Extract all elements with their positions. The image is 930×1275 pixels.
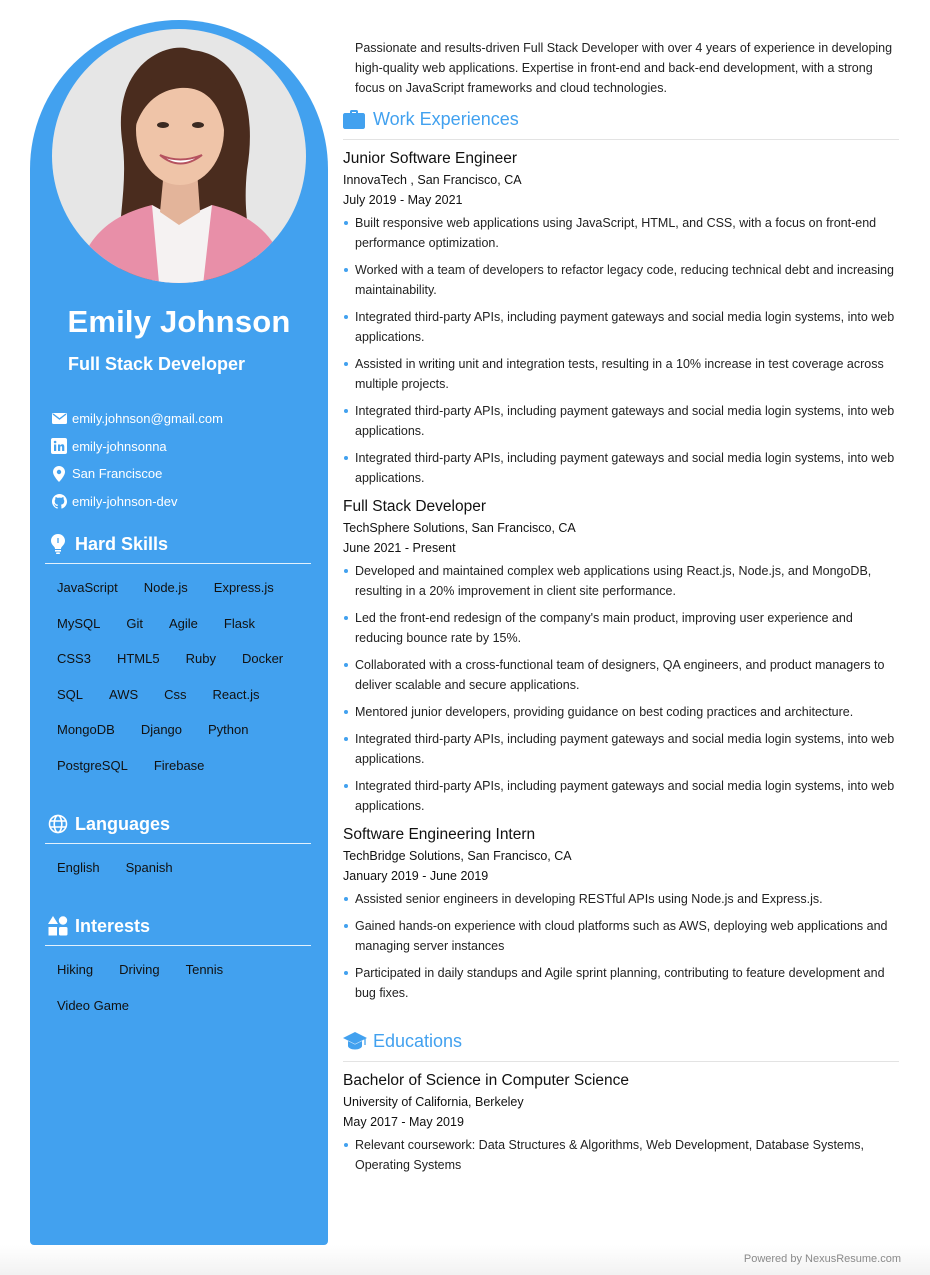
skill-tag: CSS3 — [57, 651, 91, 666]
degree-title: Bachelor of Science in Computer Science — [343, 1072, 630, 1089]
location-pin-icon — [50, 466, 68, 482]
powered-by-link[interactable]: Powered by NexusResume.com — [743, 1253, 901, 1265]
language-tag: Spanish — [125, 860, 173, 875]
job-date: July 2019 - May 2021 — [343, 193, 463, 207]
education-bullets — [343, 1135, 899, 1175]
profile-summary: Passionate and results-driven Full Stack Developer with over 4 years of experience in developing high-quality web applications. Expertise in front-end and back-end development, with a strong focus on JavaScript frameworks and cloud technologies. — [355, 41, 893, 95]
contact-email[interactable] — [50, 405, 320, 433]
skill-tag: Ruby — [185, 651, 216, 666]
school-name: University of California, Berkeley — [343, 1095, 524, 1109]
education-heading — [343, 1030, 899, 1062]
contact-list — [50, 405, 320, 515]
work-title: Work Experiences — [373, 108, 519, 129]
lightbulb-icon — [45, 533, 71, 555]
profile-name: Emily Johnson — [67, 304, 291, 339]
bullet-item: Integrated third-party APIs, including payment gateways and social media login systems, into web applications. — [343, 729, 899, 769]
bullet-item: Collaborated with a cross-functional team of designers, QA engineers, and product managers to deliver scalable and secure applications. — [343, 655, 899, 695]
profile-role: Full Stack Developer — [68, 354, 246, 374]
skill-tag: Css — [164, 686, 187, 702]
contact-linkedin[interactable] — [50, 433, 320, 461]
skill-tag: Node.js — [143, 580, 188, 595]
bullet-item: Integrated third-party APIs, including payment gateways and social media login systems, into web applications. — [343, 401, 899, 441]
shapes-icon — [45, 915, 71, 937]
skill-tag: Git — [126, 615, 143, 631]
bullet-item: Gained hands-on experience with cloud platforms such as AWS, deploying web applications and managing server instances — [343, 916, 899, 956]
education-date: May 2017 - May 2019 — [343, 1115, 464, 1129]
bullet-item: Relevant coursework: Data Structures & Algorithms, Web Development, Database Systems, Operating Systems — [343, 1135, 899, 1175]
skill-tag: PostgreSQL — [57, 757, 128, 773]
job-entry — [343, 496, 899, 816]
interest-tag: Driving — [119, 962, 160, 977]
bullet-item: Built responsive web applications using JavaScript, HTML, and CSS, with a focus on front-end performance optimization. — [343, 213, 899, 253]
job-date: January 2019 - June 2019 — [343, 869, 489, 883]
interest-tag: Tennis — [185, 962, 224, 977]
profile-photo — [52, 20, 306, 294]
bullet-item: Participated in daily standups and Agile sprint planning, contributing to feature development and bug fixes. — [343, 963, 899, 1003]
bullet-item: Mentored junior developers, providing guidance on best coding practices and architecture. — [343, 702, 899, 722]
contact-location-text: San Franciscoe — [72, 466, 163, 482]
languages-title: Languages — [75, 813, 171, 834]
interest-tag: Video Game — [57, 997, 130, 1013]
job-company: TechBridge Solutions, San Francisco, CA — [343, 849, 572, 863]
envelope-icon — [50, 411, 68, 427]
bullet-item: Led the front-end redesign of the company's main product, improving user experience and reducing bounce rate by 15%. — [343, 608, 899, 648]
interests-section — [45, 915, 311, 1029]
job-date: June 2021 - Present — [343, 541, 456, 555]
contact-email-text: emily.johnson@gmail.com — [72, 411, 223, 427]
skill-tag: HTML5 — [116, 651, 160, 666]
skill-tag: Flask — [223, 615, 255, 631]
skill-tag: Python — [208, 722, 249, 737]
hard-skills-heading — [45, 533, 311, 564]
contact-location — [50, 460, 320, 488]
skill-tags — [45, 564, 311, 789]
job-company: TechSphere Solutions, San Francisco, CA — [343, 521, 576, 535]
bullet-item: Worked with a team of developers to refactor legacy code, reducing technical debt and increasing maintainability. — [343, 260, 899, 300]
interests-heading — [45, 915, 311, 946]
languages-heading — [45, 813, 311, 844]
contact-linkedin-text: emily-johnsonna — [72, 438, 167, 454]
skill-tag: Django — [140, 722, 183, 737]
skill-tag: Firebase — [153, 757, 205, 773]
job-company: InnovaTech , San Francisco, CA — [343, 173, 522, 187]
job-title: Software Engineering Intern — [343, 826, 536, 843]
interest-tag: Hiking — [57, 962, 94, 977]
skill-tag: MySQL — [57, 615, 101, 631]
education-title: Educations — [373, 1030, 463, 1051]
bullet-item: Integrated third-party APIs, including payment gateways and social media login systems, into web applications. — [343, 448, 899, 488]
skill-tag: AWS — [109, 686, 139, 702]
skill-tag: JavaScript — [57, 580, 118, 595]
skill-tag: SQL — [57, 686, 84, 702]
main-content — [343, 38, 899, 1182]
bullet-item: Integrated third-party APIs, including payment gateways and social media login systems, into web applications. — [343, 776, 899, 816]
contact-github[interactable] — [50, 488, 320, 516]
work-heading — [343, 108, 899, 140]
briefcase-icon — [343, 108, 367, 130]
education-entry — [343, 1070, 899, 1175]
job-bullets — [343, 561, 899, 816]
bullet-item: Assisted senior engineers in developing RESTful APIs using Node.js and Express.js. — [343, 889, 899, 909]
contact-github-text: emily-johnson-dev — [72, 493, 178, 509]
bullet-item: Assisted in writing unit and integration tests, resulting in a 10% increase in test coverage across multiple projects. — [343, 354, 899, 394]
bullet-item: Integrated third-party APIs, including payment gateways and social media login systems, into web applications. — [343, 307, 899, 347]
languages-section — [45, 813, 311, 892]
job-title: Junior Software Engineer — [343, 150, 518, 167]
job-entry — [343, 824, 899, 1003]
globe-icon — [45, 813, 71, 835]
job-title: Full Stack Developer — [343, 498, 487, 515]
skill-tag: Agile — [168, 615, 198, 631]
skill-tag: Docker — [241, 651, 284, 666]
linkedin-icon — [50, 438, 68, 454]
sidebar — [30, 20, 328, 1245]
language-tags — [45, 844, 311, 892]
education-list — [343, 1070, 899, 1175]
interest-tags — [45, 946, 311, 1029]
language-tag: English — [57, 860, 100, 875]
bullet-item: Developed and maintained complex web applications using React.js, Node.js, and MongoDB, resulting in a 20% improvement in client site performance. — [343, 561, 899, 601]
skill-tag: Express.js — [213, 580, 274, 595]
job-entry — [343, 148, 899, 488]
hard-skills-section — [45, 533, 311, 789]
skill-tag: React.js — [212, 686, 260, 702]
github-icon — [50, 493, 68, 509]
skill-tag: MongoDB — [57, 722, 115, 737]
interests-title: Interests — [75, 915, 151, 936]
graduation-cap-icon — [343, 1030, 367, 1052]
work-list — [343, 148, 899, 1003]
job-bullets — [343, 889, 899, 1003]
job-bullets — [343, 213, 899, 488]
hard-skills-title: Hard Skills — [75, 533, 169, 554]
